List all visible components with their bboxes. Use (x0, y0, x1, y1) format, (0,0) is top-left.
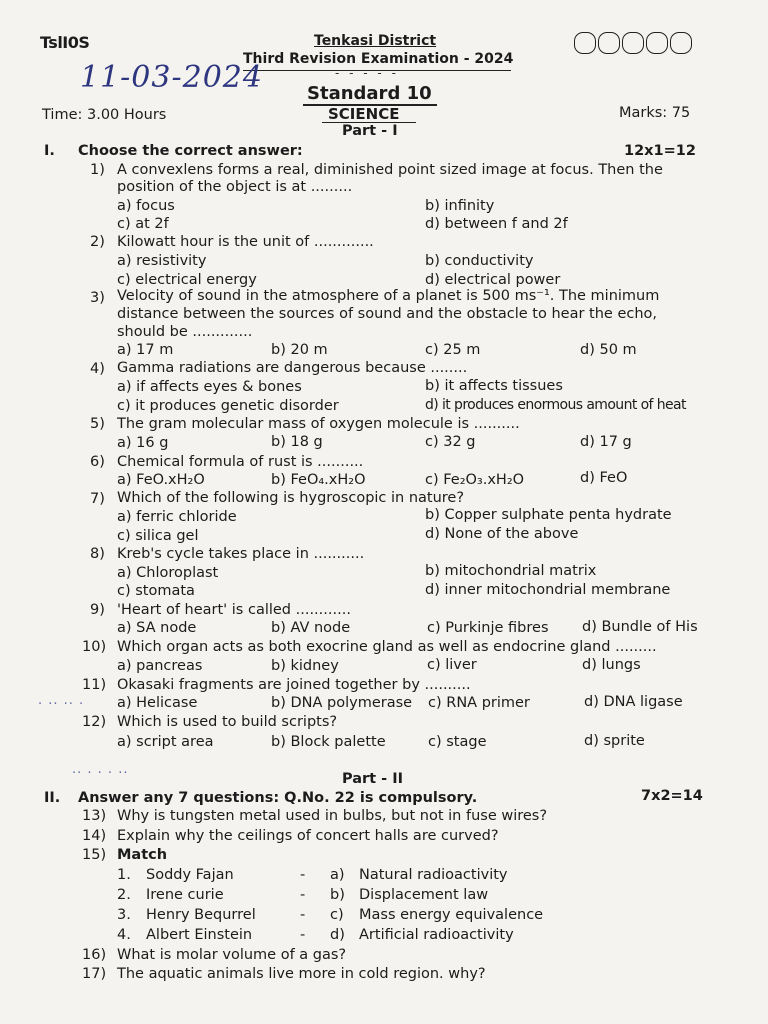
option-b: b) AV node (271, 620, 351, 636)
part-1-heading: Part - I (342, 123, 398, 139)
option-c: c) Fe₂O₃.xH₂O (425, 472, 525, 488)
option-c: c) at 2f (117, 216, 169, 232)
handwritten-date: 11-03-2024 (80, 60, 263, 95)
district-title: Tenkasi District (314, 33, 437, 49)
option-d: d) between f and 2f (425, 216, 568, 232)
register-number-boxes (574, 32, 694, 54)
question-text: Okasaki fragments are joined together by .......... (117, 677, 471, 693)
option-c: c) it produces genetic disorder (117, 398, 339, 414)
time-allowed: Time: 3.00 Hours (42, 107, 167, 123)
option-d: d) lungs (582, 657, 641, 673)
option-a: a) resistivity (117, 253, 207, 269)
question-number: 10) (82, 639, 107, 655)
option-b: b) 20 m (271, 342, 328, 358)
match-letter: a) (330, 867, 345, 883)
option-b: b) conductivity (425, 253, 534, 269)
match-left: Henry Bequrrel (146, 907, 256, 923)
option-d: d) None of the above (425, 526, 579, 542)
section-2-instruction: Answer any 7 questions: Q.No. 22 is compulsory. (78, 790, 478, 806)
option-c: c) silica gel (117, 528, 199, 544)
match-right: Displacement law (359, 887, 489, 903)
option-a: a) script area (117, 734, 214, 750)
dash-line: - - - - - (335, 66, 399, 80)
question-text: Which organ acts as both exocrine gland as well as endocrine gland ......... (117, 639, 657, 655)
question-text: Which is used to build scripts? (117, 714, 338, 730)
match-right: Mass energy equivalence (359, 907, 544, 923)
question-number: 2) (90, 234, 105, 250)
option-b: b) mitochondrial matrix (425, 563, 597, 579)
match-number: 2. (117, 887, 131, 903)
match-dash: - (300, 927, 306, 943)
standard-title: Standard 10 (307, 83, 432, 104)
option-c: c) 32 g (425, 434, 476, 450)
option-d: d) 17 g (580, 434, 632, 450)
match-right: Natural radioactivity (359, 867, 508, 883)
match-number: 3. (117, 907, 131, 923)
match-left: Soddy Fajan (146, 867, 234, 883)
section-1-scheme: 12x1=12 (624, 143, 696, 159)
match-right: Artificial radioactivity (359, 927, 514, 943)
option-a: a) 16 g (117, 435, 169, 451)
question-text: The aquatic animals live more in cold region. why? (117, 966, 486, 982)
option-d: d) FeO (580, 470, 628, 486)
option-b: b) infinity (425, 198, 495, 214)
match-letter: d) (330, 927, 345, 943)
question-text: 'Heart of heart' is called ............ (117, 602, 351, 618)
question-text: The gram molecular mass of oxygen molecule is .......... (117, 416, 520, 432)
match-heading: Match (117, 847, 168, 863)
question-number: 4) (90, 361, 105, 377)
section-2-number: II. (44, 790, 61, 806)
paper-code: TslI0S (40, 33, 90, 52)
match-dash: - (300, 867, 306, 883)
option-a: a) Chloroplast (117, 565, 219, 581)
option-d: d) Bundle of His (582, 619, 698, 635)
question-text: Chemical formula of rust is .......... (117, 454, 364, 470)
option-b: b) Copper sulphate penta hydrate (425, 507, 672, 523)
section-1-number: I. (44, 143, 55, 159)
question-text: Kilowatt hour is the unit of ............. (117, 234, 374, 250)
match-letter: c) (330, 907, 344, 923)
question-text: A convexlens forms a real, diminished point sized image at focus. Then the (117, 162, 663, 178)
question-text: Kreb's cycle takes place in ........... (117, 546, 365, 562)
question-number: 1) (90, 162, 105, 178)
question-number: 17) (82, 966, 107, 982)
question-number: 11) (82, 677, 107, 693)
option-b: b) FeO₄.xH₂O (271, 472, 366, 488)
handwritten-scribble: · ·· ·· · (38, 697, 85, 712)
question-number: 14) (82, 828, 107, 844)
option-d: d) it produces enormous amount of heat (425, 397, 686, 413)
section-1-title: Choose the correct answer: (78, 143, 303, 159)
part-2-heading: Part - II (342, 771, 404, 787)
option-b: b) 18 g (271, 434, 323, 450)
option-a: a) focus (117, 198, 175, 214)
question-text: Velocity of sound in the atmosphere of a planet is 500 ms⁻¹. The minimum (117, 288, 660, 304)
option-d: d) electrical power (425, 272, 561, 288)
question-number: 6) (90, 454, 105, 470)
option-c: c) Purkinje fibres (427, 620, 549, 636)
question-number: 5) (90, 416, 105, 432)
option-d: d) sprite (584, 733, 645, 749)
exam-title: Third Revision Examination - 2024 (243, 51, 514, 67)
option-c: c) stage (428, 734, 487, 750)
option-c: c) stomata (117, 583, 195, 599)
question-text: Why is tungsten metal used in bulbs, but not in fuse wires? (117, 808, 548, 824)
option-c: c) 25 m (425, 342, 481, 358)
total-marks: Marks: 75 (619, 105, 691, 121)
question-text: should be ............. (117, 324, 253, 340)
question-number: 9) (90, 602, 105, 618)
question-number: 7) (90, 491, 105, 507)
question-text: distance between the sources of sound and the obstacle to hear the echo, (117, 306, 658, 322)
option-d: d) 50 m (580, 342, 637, 358)
match-dash: - (300, 887, 306, 903)
option-a: a) SA node (117, 620, 197, 636)
option-a: a) if affects eyes & bones (117, 379, 302, 395)
option-a: a) FeO.xH₂O (117, 472, 205, 488)
option-d: d) DNA ligase (584, 694, 683, 710)
section-2-scheme: 7x2=14 (641, 788, 703, 804)
question-text: Gamma radiations are dangerous because ........ (117, 360, 468, 376)
question-text: position of the object is at ......... (117, 179, 353, 195)
question-number: 12) (82, 714, 107, 730)
question-number: 8) (90, 546, 105, 562)
option-a: a) 17 m (117, 342, 174, 358)
match-dash: - (300, 907, 306, 923)
question-number: 13) (82, 808, 107, 824)
option-b: b) kidney (271, 658, 339, 674)
match-number: 4. (117, 927, 131, 943)
question-text: Which of the following is hygroscopic in nature? (117, 490, 465, 506)
option-c: c) electrical energy (117, 272, 257, 288)
option-a: a) ferric chloride (117, 509, 237, 525)
match-left: Irene curie (146, 887, 224, 903)
option-d: d) inner mitochondrial membrane (425, 582, 671, 598)
handwritten-scribble: ·· · · · ·· (72, 766, 129, 781)
question-text: Explain why the ceilings of concert halls are curved? (117, 828, 499, 844)
question-number: 15) (82, 847, 107, 863)
question-number: 3) (90, 290, 105, 306)
question-number: 16) (82, 947, 107, 963)
match-left: Albert Einstein (146, 927, 253, 943)
match-number: 1. (117, 867, 131, 883)
option-a: a) Helicase (117, 695, 198, 711)
option-b: b) Block palette (271, 734, 386, 750)
question-text: What is molar volume of a gas? (117, 947, 347, 963)
subject-title: SCIENCE (328, 105, 400, 123)
match-letter: b) (330, 887, 345, 903)
option-c: c) liver (427, 657, 477, 673)
option-b: b) it affects tissues (425, 378, 563, 394)
option-b: b) DNA polymerase (271, 695, 413, 711)
option-c: c) RNA primer (428, 695, 530, 711)
option-a: a) pancreas (117, 658, 203, 674)
